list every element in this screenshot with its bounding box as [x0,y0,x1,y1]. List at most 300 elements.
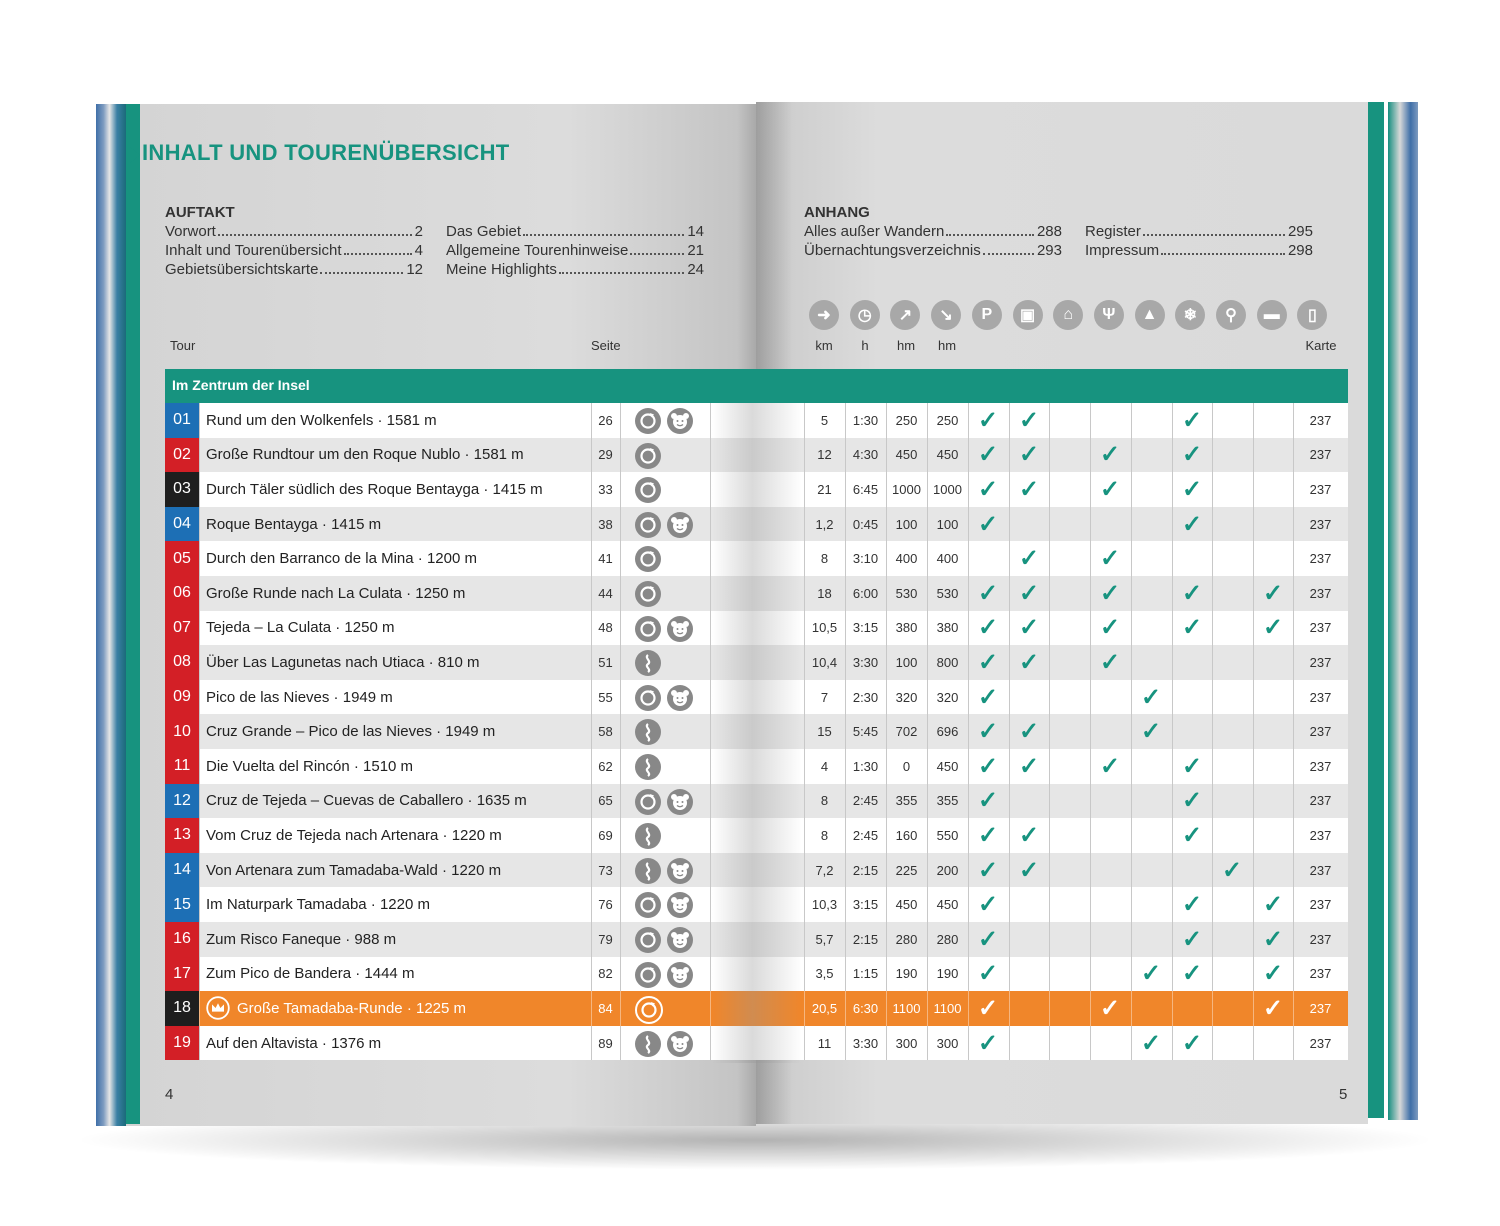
tour-number: 05 [165,541,199,576]
tour-name[interactable] [206,472,543,507]
tour-name-text: Tejeda – La Culata · 1250 m [206,619,395,637]
auftakt-entry[interactable] [165,241,423,260]
highlight-crown-icon [206,996,230,1020]
kids-icon [667,685,693,711]
check-icon: ✓ [977,510,999,538]
cell-divider [1212,541,1213,576]
tour-name[interactable] [206,749,413,784]
cell-divider [1131,991,1132,1026]
tour-page: 76 [598,897,613,913]
tour-number: 10 [165,714,199,749]
tour-descent: 300 [936,1035,959,1051]
tour-km: 10,4 [811,654,838,670]
tour-map-page: 237 [1309,862,1332,878]
cell-divider [710,403,711,438]
cell-divider [1253,438,1254,473]
unit-km: km [815,338,833,353]
tour-page: 44 [598,585,613,601]
gutter-shadow [712,403,802,1063]
kids-icon [667,858,693,884]
cell-divider [1090,714,1091,749]
tour-descent: 450 [936,447,959,463]
tour-km: 1,2 [815,516,834,532]
tour-map-page: 237 [1309,1035,1332,1051]
toc-entry-label: Inhalt und Tourenübersicht [165,242,342,259]
tour-name[interactable] [206,438,524,473]
tour-number: 06 [165,576,199,611]
cell-divider [620,507,621,542]
check-icon: ✓ [977,579,999,607]
cell-divider [1131,784,1132,819]
toc-dot-leader [218,222,412,236]
tour-map-page: 237 [1309,897,1332,913]
tour-name[interactable] [206,991,466,1026]
check-icon: ✓ [1099,614,1121,642]
cell-divider [1172,853,1173,888]
tour-number: 03 [165,472,199,507]
tour-map-page: 237 [1309,724,1332,740]
cell-divider [1212,403,1213,438]
tour-ascent: 450 [895,447,918,463]
cell-divider [710,645,711,680]
tour-km: 10,5 [811,620,838,636]
cell-divider [1090,507,1091,542]
tour-name[interactable] [206,922,396,957]
cable-car-icon: ⌂ [1053,300,1083,330]
tour-name[interactable] [206,818,502,853]
tour-page: 33 [598,481,613,497]
cell-divider [1212,645,1213,680]
check-icon: ✓ [1262,614,1284,642]
tour-page: 69 [598,827,613,843]
cell-divider [710,507,711,542]
tour-name-text: Große Runde nach La Culata · 1250 m [206,584,466,602]
cell-divider [1131,438,1132,473]
bike-icon: ⚲ [1216,300,1246,330]
toc-entry-page: 288 [1036,223,1062,240]
cell-divider [1253,853,1254,888]
check-icon: ✓ [1181,891,1203,919]
tour-duration: 5:45 [852,724,879,740]
cell-divider [1212,922,1213,957]
cell-divider [1090,922,1091,957]
cell-divider [1090,403,1091,438]
tour-map-page: 237 [1309,585,1332,601]
cell-divider [710,680,711,715]
check-icon: ✓ [1262,891,1284,919]
tour-map-page: 237 [1309,966,1332,982]
check-icon: ✓ [1181,579,1203,607]
cell-divider [1049,1026,1050,1061]
cell-divider [620,611,621,646]
cell-divider [620,645,621,680]
tour-name[interactable] [206,887,430,922]
check-icon: ✓ [1099,752,1121,780]
cell-divider [199,853,200,888]
cell-divider [710,818,711,853]
tour-name-text: Cruz Grande – Pico de las Nieves · 1949 m [206,723,496,741]
check-icon: ✓ [1018,718,1040,746]
cell-divider [1009,784,1010,819]
tour-descent: 450 [936,897,959,913]
tour-name[interactable] [206,403,437,438]
check-icon: ✓ [1140,960,1162,988]
cell-divider [1131,611,1132,646]
cell-divider [620,784,621,819]
cell-divider [1131,403,1132,438]
page-edges-right [1388,102,1418,1120]
cell-divider [199,887,200,922]
cell-divider [1090,957,1091,992]
page-number-right: 5 [1339,1086,1348,1103]
auftakt-entry[interactable] [446,222,704,241]
cell-divider [1212,818,1213,853]
check-icon: ✓ [977,475,999,503]
clock-icon: ◷ [850,300,880,330]
check-icon: ✓ [1099,994,1121,1022]
cell-divider [1049,784,1050,819]
toc-entry-label: Meine Highlights [446,261,557,278]
auftakt-toc-col1 [165,222,423,279]
cell-divider [620,749,621,784]
tour-name-text: Große Tamadaba-Runde · 1225 m [237,999,467,1017]
anhang-entry[interactable] [1085,241,1313,260]
check-icon: ✓ [1099,648,1121,676]
tour-page: 73 [598,862,613,878]
tour-descent: 696 [936,724,959,740]
check-icon: ✓ [1018,406,1040,434]
tour-km: 8 [820,551,829,567]
cell-divider [620,438,621,473]
tour-map-page: 237 [1309,620,1332,636]
tour-km: 20,5 [811,1000,838,1016]
round-tour-icon [635,477,661,503]
check-icon: ✓ [1018,579,1040,607]
tour-name[interactable] [206,576,465,611]
round-tour-icon [635,789,661,815]
round-tour-icon [635,546,661,572]
tour-map-page: 237 [1309,931,1332,947]
cell-divider [1049,541,1050,576]
check-icon: ✓ [1262,579,1284,607]
tour-number: 04 [165,507,199,542]
auftakt-toc-col2 [446,222,704,279]
tour-page: 82 [598,966,613,982]
cell-divider [710,611,711,646]
auftakt-entry[interactable] [446,241,704,260]
round-tour-icon [635,581,661,607]
cell-divider [199,818,200,853]
tour-ascent: 300 [895,1035,918,1051]
check-icon: ✓ [1018,648,1040,676]
toc-dot-leader [344,241,412,255]
cell-divider [710,472,711,507]
tour-ascent: 355 [895,793,918,809]
tour-ascent: 250 [895,412,918,428]
tour-number: 09 [165,680,199,715]
check-icon: ✓ [977,925,999,953]
round-tour-icon [635,512,661,538]
cell-divider [1212,472,1213,507]
cell-divider [1009,887,1010,922]
tour-descent: 190 [936,966,959,982]
cell-divider [1253,784,1254,819]
check-icon: ✓ [1099,579,1121,607]
check-icon: ✓ [1181,752,1203,780]
section-band [165,369,1348,403]
cell-divider [1131,922,1132,957]
tour-page: 29 [598,447,613,463]
cell-divider [710,438,711,473]
cell-divider [199,680,200,715]
tour-number: 14 [165,853,199,888]
tour-number: 18 [165,991,199,1026]
cell-divider [1172,645,1173,680]
tour-ascent: 1000 [892,481,921,497]
tour-name[interactable] [206,541,477,576]
tour-number: 19 [165,1026,199,1061]
toc-entry-label: Alles außer Wandern [804,223,945,240]
tour-number: 17 [165,957,199,992]
cell-divider [1090,1026,1091,1061]
cell-divider [620,853,621,888]
tour-name-text: Rund um den Wolkenfels · 1581 m [206,411,437,429]
tour-ascent: 100 [895,516,918,532]
kids-icon [667,927,693,953]
tour-duration: 3:15 [852,897,879,913]
tour-descent: 320 [936,689,959,705]
tour-ascent: 400 [895,551,918,567]
cell-divider [1212,957,1213,992]
check-icon: ✓ [1140,718,1162,746]
cell-divider [1090,784,1091,819]
cell-divider [199,645,200,680]
cell-divider [620,1026,621,1061]
cell-divider [1253,507,1254,542]
tour-ascent: 702 [895,724,918,740]
cell-divider [1049,818,1050,853]
round-tour-icon [635,443,661,469]
round-tour-icon [635,685,661,711]
cell-divider [620,541,621,576]
auftakt-entry[interactable] [446,260,704,279]
tour-name-text: Vom Cruz de Tejeda nach Artenara · 1220 m [206,826,502,844]
cell-divider [1131,507,1132,542]
tour-name[interactable] [206,611,394,646]
tour-map-page: 237 [1309,793,1332,809]
tour-map-page: 237 [1309,447,1332,463]
cell-divider [1212,784,1213,819]
check-icon: ✓ [1181,441,1203,469]
tour-descent: 280 [936,931,959,947]
linear-tour-icon [635,858,661,884]
tour-number: 13 [165,818,199,853]
cell-divider [199,922,200,957]
toc-entry-label: Register [1085,223,1141,240]
toc-dot-leader [983,241,1034,255]
auftakt-entry[interactable] [165,260,423,279]
cell-divider [1090,680,1091,715]
cell-divider [1009,991,1010,1026]
parking-icon: P [972,300,1002,330]
tour-number: 15 [165,887,199,922]
check-icon: ✓ [977,891,999,919]
auftakt-entry[interactable] [165,222,423,241]
cell-divider [1131,853,1132,888]
tour-km: 4 [820,758,829,774]
toc-dot-leader [559,260,684,274]
kids-icon [667,408,693,434]
cell-divider [620,680,621,715]
tour-ascent: 1100 [892,1000,921,1016]
tour-km: 10,3 [811,897,838,913]
tour-map-page: 237 [1309,758,1332,774]
check-icon: ✓ [977,856,999,884]
tour-map-page: 237 [1309,1000,1332,1016]
tour-name[interactable] [206,645,480,680]
left-accent-bar [126,104,140,1124]
cell-divider [1049,922,1050,957]
cell-divider [1212,991,1213,1026]
linear-tour-icon [635,754,661,780]
check-icon: ✓ [1181,614,1203,642]
page-edges-left [96,104,126,1126]
anhang-entry[interactable] [1085,222,1313,241]
tour-map-page: 237 [1309,551,1332,567]
check-icon: ✓ [1181,821,1203,849]
tour-map-page: 237 [1309,412,1332,428]
check-icon: ✓ [977,648,999,676]
tour-number: 01 [165,403,199,438]
check-icon: ✓ [1099,545,1121,573]
cell-divider [620,714,621,749]
cell-divider [1131,645,1132,680]
right-accent-bar [1368,102,1384,1118]
cell-divider [199,784,200,819]
check-icon: ✓ [1221,856,1243,884]
cell-divider [199,472,200,507]
toc-entry-label: Übernachtungsverzeichnis [804,242,981,259]
cell-divider [1212,507,1213,542]
tour-descent: 530 [936,585,959,601]
seite-column-header: Seite [591,338,621,353]
hut-icon: ▲ [1135,300,1165,330]
tour-name[interactable] [206,1026,381,1061]
cell-divider [1131,472,1132,507]
check-icon: ✓ [977,752,999,780]
cell-divider [1253,472,1254,507]
tour-duration: 0:45 [852,516,879,532]
tour-descent: 450 [936,758,959,774]
cell-divider [1009,507,1010,542]
tour-page: 48 [598,620,613,636]
tour-km: 3,5 [815,966,834,982]
cell-divider [1172,991,1173,1026]
tour-descent: 355 [936,793,959,809]
tour-ascent: 530 [895,585,918,601]
check-icon: ✓ [977,960,999,988]
tour-name[interactable] [206,507,381,542]
toc-entry-page: 4 [414,242,423,259]
tour-name-text: Von Artenara zum Tamadaba-Wald · 1220 m [206,861,502,879]
kids-icon [667,892,693,918]
cell-divider [1212,576,1213,611]
cell-divider [620,472,621,507]
linear-tour-icon [635,823,661,849]
tour-duration: 2:15 [852,862,879,878]
check-icon: ✓ [977,787,999,815]
tour-name[interactable] [206,680,393,715]
anhang-entry[interactable] [804,222,1062,241]
check-icon: ✓ [1262,994,1284,1022]
cell-divider [710,887,711,922]
tour-number: 16 [165,922,199,957]
tour-duration: 3:10 [852,551,879,567]
kids-icon [667,616,693,642]
tour-page: 41 [598,551,613,567]
cell-divider [1049,991,1050,1026]
tour-duration: 1:15 [852,966,879,982]
tour-page: 62 [598,758,613,774]
cell-divider [199,957,200,992]
cell-divider [620,403,621,438]
tour-page: 26 [598,412,613,428]
cell-divider [710,714,711,749]
tour-number: 11 [165,749,199,784]
tour-number: 02 [165,438,199,473]
tour-descent: 1100 [933,1000,962,1016]
cell-divider [1131,576,1132,611]
check-icon: ✓ [1018,821,1040,849]
tour-ascent: 190 [895,966,918,982]
tour-name-text: Im Naturpark Tamadaba · 1220 m [206,896,430,914]
cell-divider [1049,853,1050,888]
check-icon: ✓ [1181,925,1203,953]
tour-ascent: 100 [895,654,918,670]
tour-duration: 6:45 [852,481,879,497]
check-icon: ✓ [977,994,999,1022]
check-icon: ✓ [977,821,999,849]
check-icon: ✓ [1140,683,1162,711]
tour-descent: 100 [936,516,959,532]
tour-name[interactable] [206,784,527,819]
linear-tour-icon [635,719,661,745]
tour-km: 21 [817,481,832,497]
tour-ascent: 225 [895,862,918,878]
cell-divider [1131,818,1132,853]
tour-duration: 1:30 [852,412,879,428]
toc-entry-label: Gebietsübersichtskarte [165,261,319,278]
bed-icon: ▬ [1257,300,1287,330]
anhang-entry[interactable] [804,241,1062,260]
cell-divider [1090,887,1091,922]
tour-km: 7,2 [815,862,834,878]
descent-icon: ↘ [931,300,961,330]
cell-divider [620,576,621,611]
cell-divider [1009,922,1010,957]
tour-duration: 4:30 [852,447,879,463]
cell-divider [1049,887,1050,922]
tour-name-text: Cruz de Tejeda – Cuevas de Caballero · 1635 m [206,792,527,810]
tour-name[interactable] [206,714,495,749]
tour-name[interactable] [206,957,414,992]
tour-name-text: Roque Bentayga · 1415 m [206,515,382,533]
cell-divider [710,576,711,611]
tour-name[interactable] [206,853,501,888]
check-icon: ✓ [1181,406,1203,434]
check-icon: ✓ [1181,510,1203,538]
cell-divider [1253,714,1254,749]
